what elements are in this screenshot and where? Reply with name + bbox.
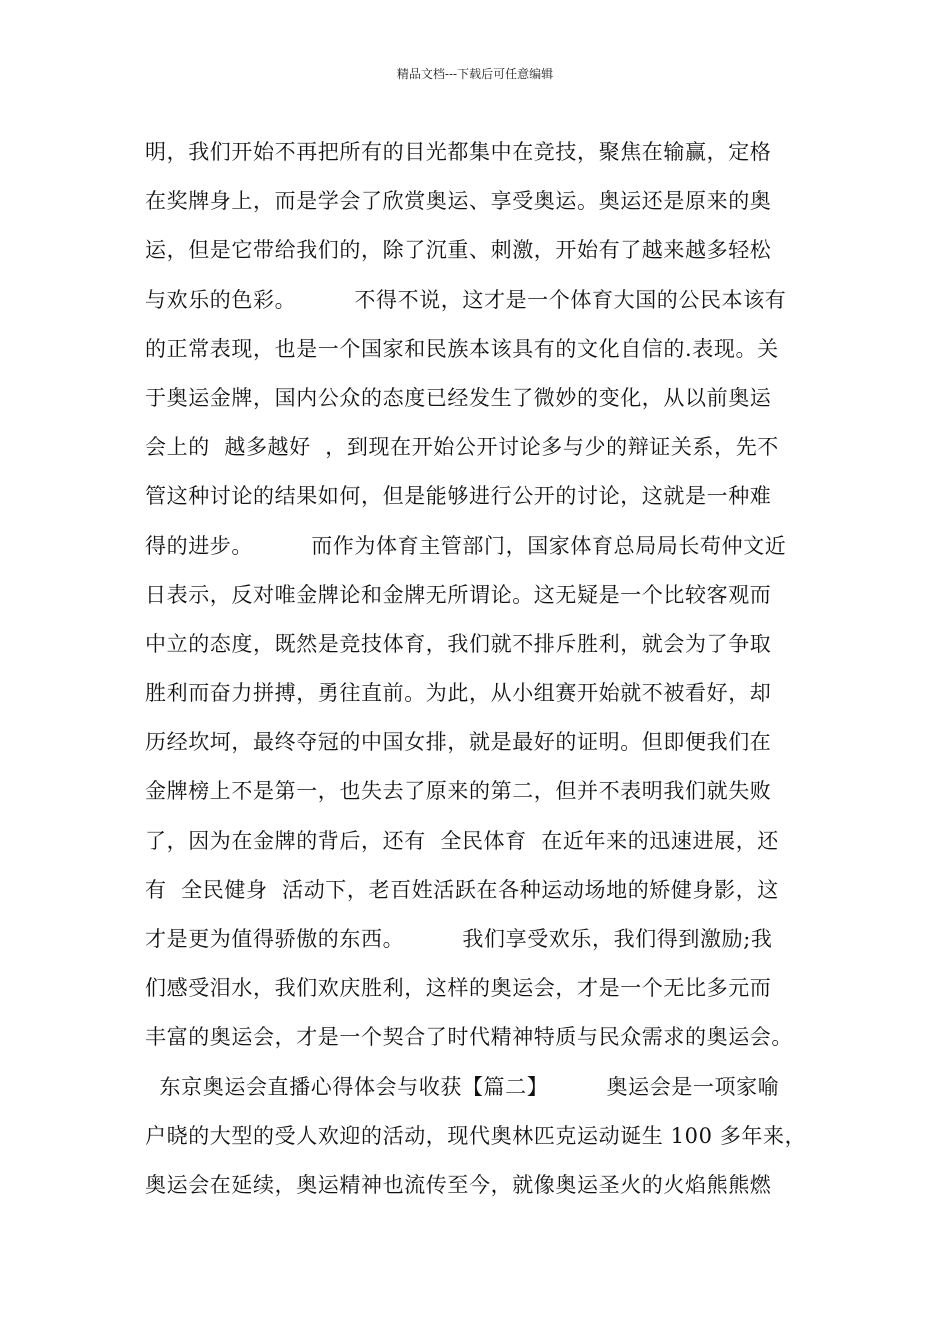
text-line: 的正常表现，也是一个国家和民族本该具有的文化自信的.表现。关 (145, 336, 779, 361)
text-line: 才是更为值得骄傲的东西。 我们享受欢乐，我们得到激励;我 (145, 927, 773, 951)
text-line: 明，我们开始不再把所有的目光都集中在竞技，聚焦在输赢，定格 (145, 140, 772, 164)
page-header: 精品文档---下载后可任意编辑 (396, 67, 554, 81)
text-line: 们感受泪水，我们欢庆胜利，这样的奥运会，才是一个无比多元而 (145, 976, 772, 1001)
text-line: 会上的 越多越好 ，到现在开始公开讨论多与少的辩证关系，先不 (145, 435, 779, 460)
text-line: 于奥运金牌，国内公众的态度已经发生了微妙的变化，从以前奥运 (145, 385, 772, 410)
section-heading-line: 东京奥运会直播心得体会与收获【篇二】 奥运会是一项家喻 (145, 1074, 780, 1099)
text-line: 与欢乐的色彩。 不得不说，这才是一个体育大国的公民本该有 (145, 287, 787, 312)
text-line: 有 全民健身 活动下，老百姓活跃在各种运动场地的矫健身影，这 (145, 877, 779, 902)
text-line: 管这种讨论的结果如何，但是能够进行公开的讨论，这就是一种难 (145, 484, 772, 509)
text-line: 奥运会在延续，奥运精神也流传至今，就像奥运圣火的火焰熊熊燃 (145, 1172, 772, 1197)
text-line: 得的进步。 而作为体育主管部门，国家体育总局局长苟仲文近 (145, 533, 787, 558)
document-body (145, 128, 835, 1210)
text-line: 户晓的大型的受人欢迎的活动，现代奥林匹克运动诞生 100 多年来， (145, 1123, 807, 1148)
text-line: 在奖牌身上，而是学会了欣赏奥运、享受奥运。奥运还是原来的奥 (145, 189, 772, 214)
text-line: 丰富的奥运会，才是一个契合了时代精神特质与民众需求的奥运会。 (145, 1025, 793, 1050)
text-line: 金牌榜上不是第一，也失去了原来的第二，但并不表明我们就失败 (145, 779, 772, 804)
text-line: 历经坎坷，最终夺冠的中国女排，就是最好的证明。但即便我们在 (145, 730, 772, 755)
text-line: 胜利而奋力拼搏，勇往直前。为此，从小组赛开始就不被看好，却 (145, 681, 772, 706)
text-line: 日表示，反对唯金牌论和金牌无所谓论。这无疑是一个比较客观而 (145, 582, 772, 607)
text-line: 中立的态度，既然是竞技体育，我们就不排斥胜利，就会为了争取 (145, 631, 772, 656)
text-line: 了，因为在金牌的背后，还有 全民体育 在近年来的迅速进展，还 (145, 828, 779, 853)
text-line: 运，但是它带给我们的，除了沉重、刺激，开始有了越来越多轻松 (145, 238, 772, 263)
